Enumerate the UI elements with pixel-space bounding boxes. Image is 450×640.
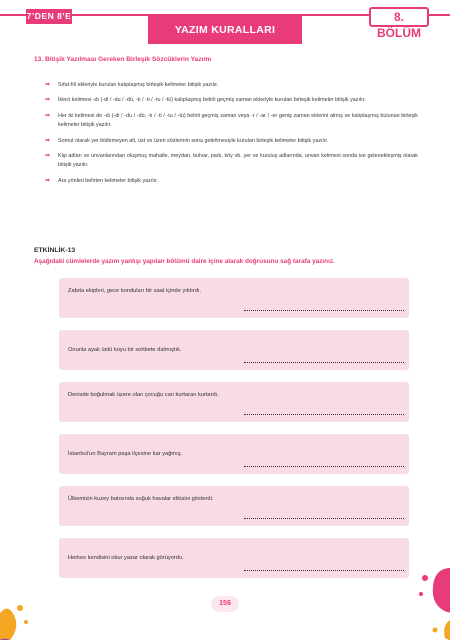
rule-item: ➡ Somut olarak yer bildirmeyen alt, üst ve üzeri sözlerinin sona getirilmesiyle kurulan birleşik kelimeler bitişik yazılır. <box>58 137 418 146</box>
exercise-box <box>59 486 409 526</box>
arrow-right-icon: ➡ <box>45 112 51 119</box>
paint-splash-decoration <box>405 548 450 640</box>
exercise-sentence: Herkes kendisini okur yazar olarak görüyordu. <box>68 555 184 561</box>
rule-item: ➡ İkinci kelimesi -dı (-di / -du / -dü, -tı / -ti / -tu / -tü) kalıplaşmış belirli geçmiş zaman ekleriyle kurulan birleşik kelimeler bitişik yazılır. <box>58 96 418 105</box>
activity-instruction: Aşağıdaki cümlelerde yazım yanlışı yapılan bölümü daire içine alarak doğrusunu sağ tarafa yazınız. <box>34 258 335 265</box>
arrow-right-icon: ➡ <box>45 97 51 104</box>
exercise-sentence: Onunla ayak üstü koyu bir sohbete dalmıştık. <box>68 347 182 353</box>
rule-item: ➡ Ara yönleri belirten kelimeler bitişik yazılır. <box>58 177 418 186</box>
arrow-right-icon: ➡ <box>45 153 51 160</box>
exercise-sentence: Ülkemizin kuzey batısında soğuk havalar etkisini gösterdi. <box>68 496 214 502</box>
exercise-box <box>59 434 409 474</box>
exercise-box <box>59 278 409 318</box>
rules-list <box>45 81 418 192</box>
chapter-title: YAZIM KURALLARI <box>148 14 302 44</box>
page-header <box>0 0 450 46</box>
answer-line[interactable] <box>244 570 404 571</box>
answer-line[interactable] <box>244 518 404 519</box>
answer-line[interactable] <box>244 466 404 467</box>
paint-splash-decoration <box>0 560 38 640</box>
exercise-sentence: Zabıta ekipleri, gece konduları bir saat içinde yıktırdı. <box>68 288 202 294</box>
exercise-sentence: İstanbul’un Bayram paşa ilçesine kar yağmış. <box>68 451 183 457</box>
arrow-right-icon: ➡ <box>45 82 51 88</box>
answer-line[interactable] <box>244 414 404 415</box>
answer-line[interactable] <box>244 310 404 311</box>
exercise-box <box>59 382 409 422</box>
activity-title: ETKİNLİK-13 <box>34 247 76 254</box>
answer-line[interactable] <box>244 362 404 363</box>
rule-item: ➡ Kişi adları ve unvanlarından oluşmuş mahalle, meydan, bulvar, park, köy vb. yer ve kuruluş adlarında, unvan kelimesi sonda ise gelenekleşmiş olarak bitişik yazılır. <box>45 153 418 169</box>
exercise-box <box>59 330 409 370</box>
rule-item: ➡ Sıfat-fiil ekleriyle kurulan kalıplaşmış birleşik kelimeler bitişik yazılır. <box>58 81 418 90</box>
arrow-right-icon: ➡ <box>45 177 51 184</box>
page-number: 156 <box>211 596 239 612</box>
section-badge: 8. BÖLÜM <box>369 7 429 27</box>
rule-item: ➡ Her iki kelimesi de -dı (-di / -du / -dü, -tı / -ti / -tu / -tü) belirli geçmiş zaman veya -r / -ar / -er geniş zaman eklerini almış ve kalıplaşmış bulunan birleşik kelimeler bitişik yazılır. <box>45 112 418 129</box>
exercise-box <box>59 538 409 578</box>
arrow-right-icon: ➡ <box>45 137 51 144</box>
section-title: 13. Bitişik Yazılması Gereken Birleşik Sözcüklerin Yazımı <box>34 56 212 63</box>
exercise-sentence: Denizde boğulmak üzere olan çocuğu can kurtaran kurtardı. <box>68 392 219 398</box>
grade-label: 7’DEN 8’E <box>26 9 72 24</box>
